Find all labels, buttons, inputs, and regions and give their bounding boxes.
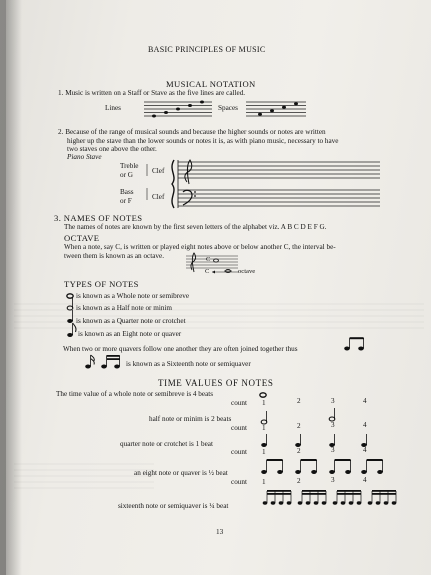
- quaver-sentence: When two or more quavers follow one another they are often joined together thus: [63, 345, 298, 353]
- type-row-eighth: is known as an Eight note or quaver: [78, 330, 182, 338]
- eighth-note-icon: [66, 322, 78, 339]
- count-num-4: 4: [363, 397, 367, 405]
- item2-line2: higher up the stave than the lower sounds or notes it is, as with piano music, necessary to have: [67, 137, 339, 145]
- running-title: BASIC PRINCIPLES OF MUSIC: [148, 45, 266, 54]
- bass-clef-word: Clef: [152, 193, 165, 201]
- type-row-whole: is known as a Whole note or semibreve: [76, 292, 190, 300]
- spaces-label: Spaces: [218, 104, 238, 112]
- treble-clef-word: Clef: [152, 167, 165, 175]
- time-row-sixteenth-label: sixteenth note or semiquaver is ¼ beat: [118, 502, 229, 510]
- sixteenth-note-icon: [84, 354, 96, 370]
- names-text: The names of notes are known by the first seven letters of the alphabet viz. A B C D E F G.: [64, 223, 327, 231]
- grand-staff: [172, 158, 382, 210]
- count-num-1: 1: [262, 399, 266, 407]
- octave-arrow: [211, 268, 241, 276]
- treble-label-1: Treble: [120, 162, 139, 170]
- octave-c-top: C: [206, 256, 211, 263]
- treble-clef-icon: [185, 160, 192, 184]
- count-num-2: 2: [297, 397, 301, 405]
- lines-label: Lines: [105, 104, 121, 112]
- lines-staff: [144, 100, 212, 120]
- quarter-notes-icon: [260, 433, 374, 449]
- type-row-quarter: is known as a Quarter note or crotchet: [76, 317, 186, 325]
- show-through-staff: [14, 460, 154, 520]
- octave-line2: tween them is known as an octave.: [64, 252, 164, 260]
- time-row-eighth-count: count: [231, 478, 247, 486]
- count-num-1: 1: [262, 478, 266, 486]
- beamed-semiquavers-icon: [100, 354, 122, 370]
- book-page: [6, 0, 431, 575]
- time-row-quarter-label: quarter note or crotchet is 1 beat: [120, 440, 213, 448]
- count-num-3: 3: [331, 397, 335, 405]
- beamed-semiquavers-icon: [262, 488, 402, 508]
- bass-label-1: Bass: [120, 188, 134, 196]
- count-num-4: 4: [363, 446, 367, 454]
- page-number: 13: [216, 528, 224, 536]
- musical-notation-heading: MUSICAL NOTATION: [166, 79, 256, 89]
- item2-line3: two staves one above the other.: [67, 145, 157, 153]
- type-row-half: is known as a Half note or minim: [76, 304, 173, 312]
- types-of-notes-heading: TYPES OF NOTES: [64, 279, 139, 289]
- time-row-whole-label: The time value of a whole note or semibreve is 4 beats: [56, 390, 214, 398]
- count-num-1: 1: [262, 448, 266, 456]
- treble-label-2: or G: [120, 171, 133, 179]
- count-num-3: 3: [331, 421, 335, 429]
- octave-label: octave: [238, 268, 256, 275]
- count-num-3: 3: [331, 446, 335, 454]
- octave-c-bottom: C: [205, 268, 210, 275]
- bass-label-2: or F: [120, 197, 132, 205]
- time-row-half-count: count: [231, 424, 247, 432]
- time-row-whole-count: count: [231, 399, 247, 407]
- item1-text: 1. Music is written on a Staff or Stave as the five lines are called.: [58, 89, 246, 97]
- item2-line1: 2. Because of the range of musical sounds and because the higher sounds or notes are written: [58, 128, 326, 136]
- octave-heading: OCTAVE: [64, 233, 100, 243]
- count-num-3: 3: [331, 476, 335, 484]
- time-row-eighth-label: an eight note or quaver is ½ beat: [134, 469, 228, 477]
- count-num-2: 2: [297, 422, 301, 430]
- count-num-4: 4: [363, 421, 367, 429]
- time-row-half-label: half note or minim is 2 beats: [149, 415, 232, 423]
- count-num-4: 4: [363, 476, 367, 484]
- beamed-quavers-icon: [260, 458, 390, 476]
- time-row-quarter-count: count: [231, 448, 247, 456]
- time-values-heading: TIME VALUES OF NOTES: [158, 378, 274, 388]
- count-num-2: 2: [297, 477, 301, 485]
- spaces-staff: [246, 100, 306, 120]
- octave-line1: When a note, say C, is written or played eight notes above or below another C, the interval be-: [64, 243, 336, 251]
- count-num-1: 1: [262, 424, 266, 432]
- names-of-notes-heading: 3. NAMES OF NOTES: [54, 213, 143, 223]
- sixteenth-sentence: is known as a Sixteenth note or semiquaver: [126, 360, 251, 368]
- count-num-2: 2: [297, 447, 301, 455]
- beamed-quavers-icon: [343, 336, 367, 352]
- clef-arrows: [142, 160, 152, 205]
- piano-stave-label: Piano Stave: [67, 153, 102, 161]
- whole-note-icon: [259, 391, 269, 399]
